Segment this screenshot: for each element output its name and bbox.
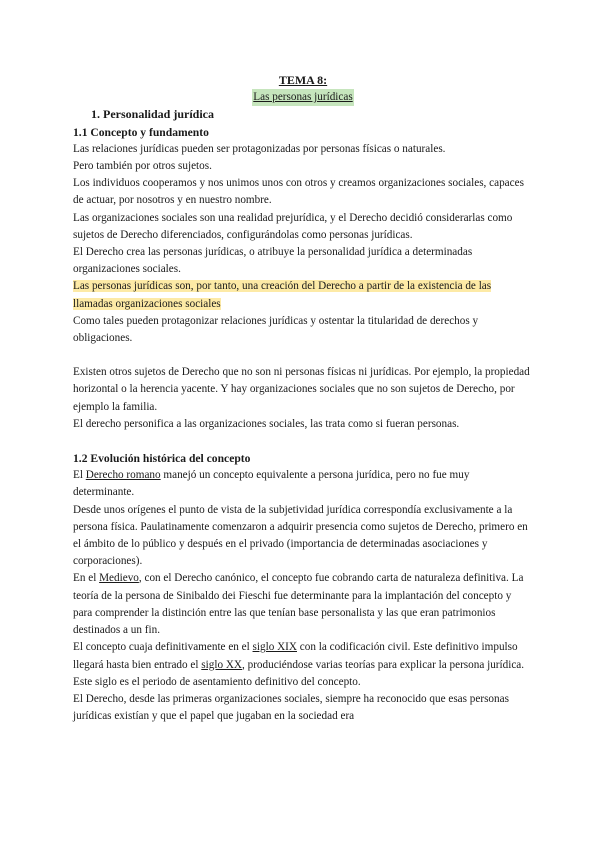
paragraph: El Derecho, desde las primeras organizaciones sociales, siempre ha reconocido que esas personas jurídicas existían y que el papel que jugaban en la sociedad era <box>73 692 509 723</box>
blank-line <box>73 433 533 450</box>
paragraph: Existen otros sujetos de Derecho que no son ni personas físicas ni jurídicas. Por ejemplo, la propiedad horizontal o la herencia yacente. Y hay organizaciones sociales que no son sujetos de Derecho, por ejemplo la familia. <box>73 366 530 413</box>
document-title: TEMA 8: <box>278 73 328 87</box>
paragraph: El derecho personifica a las organizaciones sociales, las trata como si fueran personas. <box>73 417 460 430</box>
paragraph: Las relaciones jurídicas pueden ser protagonizadas por personas físicas o naturales. <box>73 142 446 155</box>
underlined-term: Medievo <box>99 572 139 585</box>
text-run: El concepto cuaja definitivamente en el <box>73 641 253 654</box>
text-run: El <box>73 469 86 482</box>
section-heading-1: 1. Personalidad jurídica <box>91 107 215 122</box>
paragraph: Pero también por otros sujetos. <box>73 160 212 173</box>
highlighted-paragraph <box>73 278 533 312</box>
underlined-term: siglo XX <box>201 658 243 671</box>
text-run: con la codificación civil. Este definitivo impulso llegará hasta bien entrado el <box>73 641 518 671</box>
paragraph: Como tales pueden protagonizar relaciones jurídicas y ostentar la titularidad de derechos y obligaciones. <box>73 314 479 345</box>
underlined-term: siglo XIX <box>252 641 297 654</box>
text-run: , produciéndose varias teorías para explicar la persona jurídica. Este siglo es el periodo de asentamiento definitivo del concepto. <box>73 658 525 688</box>
text-run: , con el Derecho canónico, el concepto fue cobrando carta de naturaleza definitiva. La teoría de la persona de Sinibaldo dei Fieschi fue determinante para la implantación del concepto y para comprender la distinción entre las que tenían base personalista y las que eran patrimonios destinados a un fin. <box>73 572 524 637</box>
paragraph <box>73 467 533 501</box>
paragraph <box>73 570 533 639</box>
document-subtitle: Las personas jurídicas <box>252 89 353 106</box>
paragraph <box>73 639 533 691</box>
text-run: manejó un concepto equivalente a persona jurídica, pero no fue muy determinante. <box>73 469 470 499</box>
paragraph: Las organizaciones sociales son una realidad prejurídica, y el Derecho decidió considerarlas como sujetos de Derecho diferenciados, configurándolas como personas jurídicas. <box>73 211 513 241</box>
highlight: Las personas jurídicas son, por tanto, una creación del Derecho a partir de la existencia de las llamadas organizaciones sociales <box>73 280 492 310</box>
subsection-heading-1-2: 1.2 Evolución histórica del concepto <box>73 452 251 466</box>
paragraph: Los individuos cooperamos y nos unimos unos con otros y creamos organizaciones sociales, capaces de actuar, por nosotros y en nuestro nombre. <box>73 177 524 207</box>
blank-line <box>73 347 533 364</box>
paragraph: Desde unos orígenes el punto de vista de la subjetividad jurídica correspondía exclusivamente a la persona física. Paulatinamente comenzaron a adquirir presencia como sujetos de Derecho, primero en el ámbito de lo público y después en el privado (importancia de determinadas asociaciones y corporaciones). <box>73 503 528 568</box>
document-body <box>73 72 533 725</box>
paragraph: El Derecho crea las personas jurídicas, o atribuye la personalidad jurídica a determinadas organizaciones sociales. <box>73 246 473 276</box>
subsection-heading-1-1: 1.1 Concepto y fundamento <box>73 125 209 139</box>
underlined-term: Derecho romano <box>85 469 161 482</box>
text-run: En el <box>73 572 100 585</box>
